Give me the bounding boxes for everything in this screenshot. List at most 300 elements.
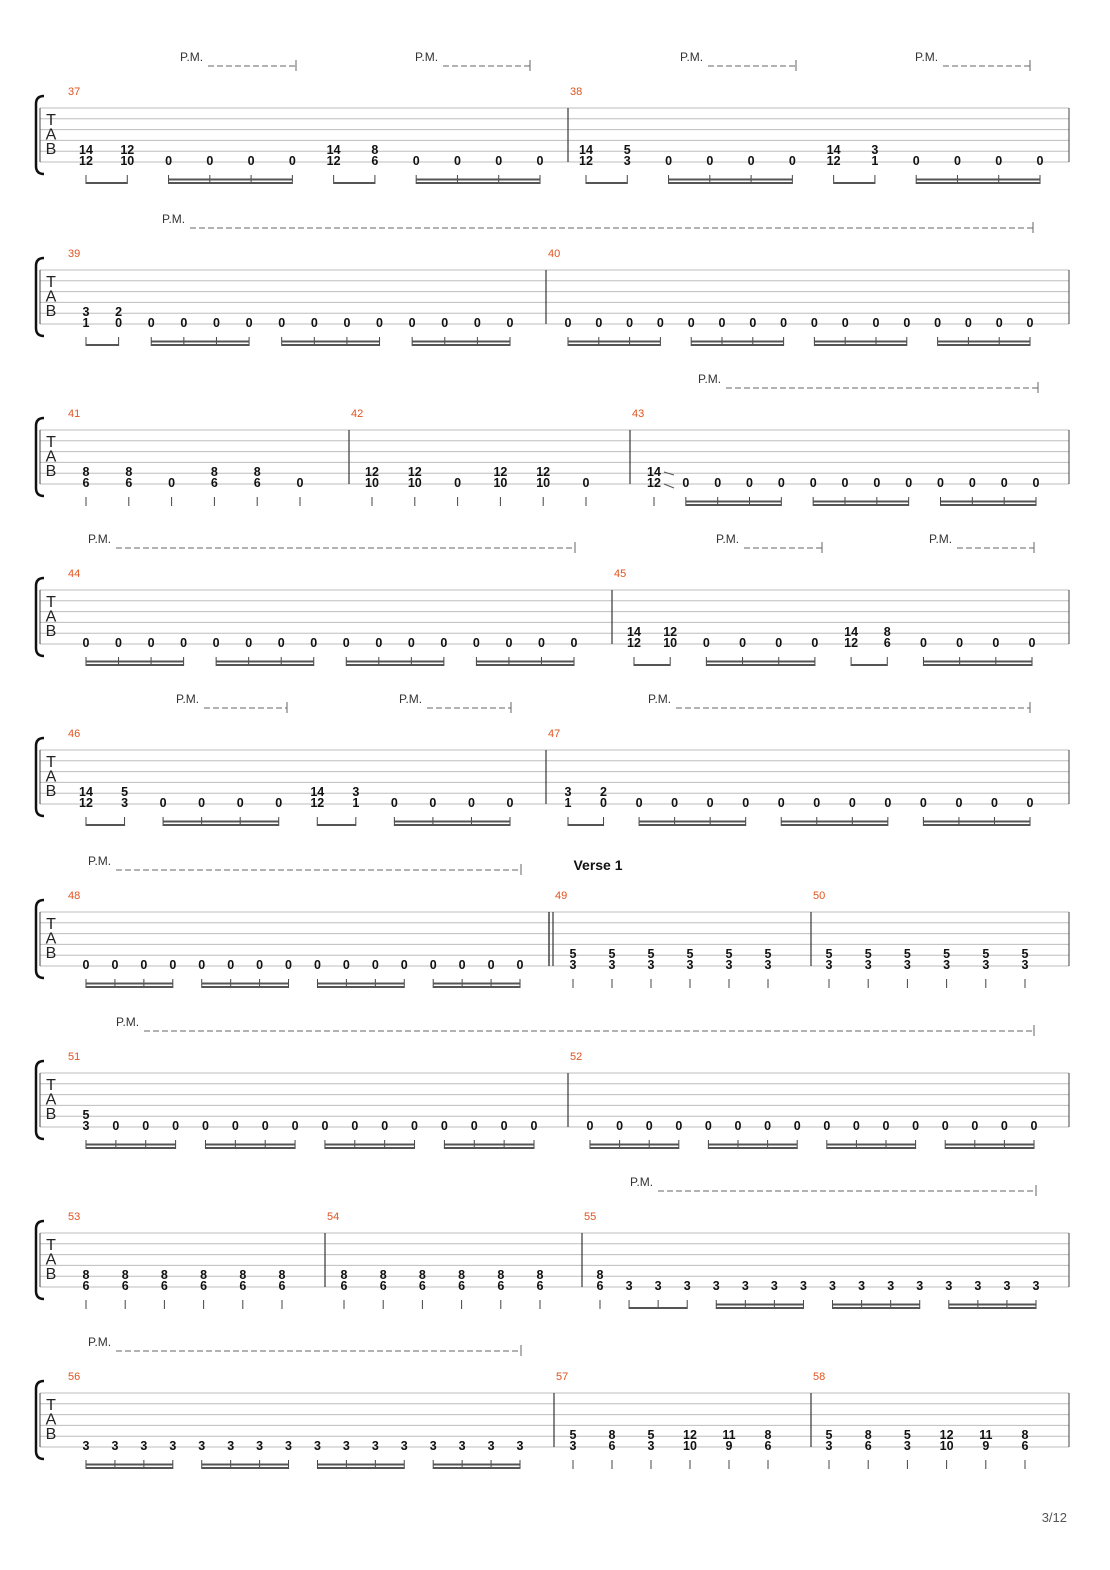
palm-mute-label: P.M. bbox=[929, 532, 953, 546]
fret-number: 9 bbox=[725, 1439, 733, 1453]
note-beam bbox=[205, 1144, 295, 1146]
palm-mute-label: P.M. bbox=[399, 692, 423, 706]
fret-number: 0 bbox=[487, 958, 495, 972]
fret-number: 8 bbox=[82, 1268, 90, 1282]
measure-number: 44 bbox=[68, 568, 81, 580]
fret-number: 3 bbox=[725, 958, 733, 972]
fret-number: 0 bbox=[342, 958, 350, 972]
tab-clef-letter: T bbox=[46, 434, 56, 451]
note-beam bbox=[949, 1304, 1036, 1306]
fret-number: 12 bbox=[536, 465, 551, 479]
tab-clef-letter: T bbox=[46, 1237, 56, 1254]
fret-number: 3 bbox=[770, 1279, 778, 1293]
fret-number: 0 bbox=[142, 1119, 150, 1133]
fret-number: 8 bbox=[278, 1268, 286, 1282]
fret-number: 0 bbox=[912, 154, 920, 168]
fret-number: 3 bbox=[569, 1439, 577, 1453]
fret-number: 0 bbox=[147, 316, 155, 330]
note-beam bbox=[813, 504, 909, 506]
fret-number: 8 bbox=[125, 465, 133, 479]
measure-number: 45 bbox=[614, 568, 627, 580]
measure-number: 58 bbox=[813, 1371, 826, 1383]
tab-system bbox=[36, 1015, 1069, 1149]
palm-mute-label: P.M. bbox=[716, 532, 740, 546]
fret-number: 2 bbox=[600, 785, 608, 799]
tab-clef-letter: T bbox=[46, 1077, 56, 1094]
measure-number: 46 bbox=[68, 728, 81, 740]
fret-number: 3 bbox=[887, 1279, 895, 1293]
fret-number: 0 bbox=[964, 316, 972, 330]
fret-number: 0 bbox=[671, 796, 679, 810]
fret-number: 8 bbox=[253, 465, 261, 479]
note-beam bbox=[433, 983, 520, 985]
tab-clef-letter: T bbox=[46, 112, 56, 129]
note-beam bbox=[706, 661, 815, 663]
fret-number: 10 bbox=[365, 476, 379, 490]
note-beam bbox=[169, 179, 293, 181]
fret-number: 5 bbox=[623, 143, 631, 157]
fret-number: 8 bbox=[536, 1268, 544, 1282]
fret-number: 0 bbox=[500, 1119, 508, 1133]
fret-number: 0 bbox=[212, 316, 220, 330]
fret-number: 0 bbox=[376, 316, 384, 330]
tab-clef-letter: B bbox=[45, 945, 57, 962]
fret-number: 3 bbox=[825, 1439, 833, 1453]
fret-number: 0 bbox=[375, 636, 383, 650]
fret-number: 3 bbox=[974, 1279, 982, 1293]
fret-number: 0 bbox=[841, 476, 849, 490]
note-beam bbox=[394, 821, 510, 823]
fret-number: 5 bbox=[725, 947, 733, 961]
fret-number: 0 bbox=[570, 636, 578, 650]
fret-number: 0 bbox=[296, 476, 304, 490]
fret-number: 8 bbox=[608, 1428, 616, 1442]
fret-number: 5 bbox=[825, 947, 833, 961]
tab-clef-letter: A bbox=[45, 608, 57, 626]
note-beam bbox=[151, 341, 249, 343]
fret-number: 0 bbox=[245, 316, 253, 330]
fret-number: 0 bbox=[440, 1119, 448, 1133]
note-beam bbox=[833, 1304, 920, 1306]
fret-number: 0 bbox=[1036, 154, 1044, 168]
note-beam bbox=[686, 501, 782, 503]
fret-number: 0 bbox=[278, 316, 286, 330]
fret-number: 0 bbox=[206, 154, 214, 168]
fret-number: 0 bbox=[111, 958, 119, 972]
fret-number: 5 bbox=[864, 947, 872, 961]
fret-number: 12 bbox=[683, 1428, 697, 1442]
fret-number: 3 bbox=[903, 1439, 911, 1453]
fret-number: 3 bbox=[825, 958, 833, 972]
fret-number: 0 bbox=[809, 476, 817, 490]
tab-clef-letter: T bbox=[46, 594, 56, 611]
fret-number: 10 bbox=[939, 1439, 954, 1453]
fret-number: 0 bbox=[412, 154, 420, 168]
fret-number: 8 bbox=[883, 625, 891, 639]
fret-number: 0 bbox=[734, 1119, 742, 1133]
fret-number: 0 bbox=[595, 316, 603, 330]
measure-number: 55 bbox=[584, 1211, 597, 1223]
tab-system bbox=[36, 532, 1069, 666]
tab-clef-letter: A bbox=[45, 288, 57, 306]
note-beam bbox=[86, 344, 119, 346]
tab-clef-letter: A bbox=[45, 1251, 57, 1269]
fret-number: 5 bbox=[647, 1428, 655, 1442]
fret-number: 8 bbox=[1021, 1428, 1029, 1442]
fret-number: 0 bbox=[903, 316, 911, 330]
fret-number: 0 bbox=[277, 636, 285, 650]
fret-number: 3 bbox=[227, 1439, 235, 1453]
fret-number: 5 bbox=[608, 947, 616, 961]
fret-number: 0 bbox=[429, 796, 437, 810]
fret-number: 8 bbox=[458, 1268, 466, 1282]
fret-number: 0 bbox=[1000, 476, 1008, 490]
note-beam bbox=[202, 1464, 289, 1466]
fret-number: 0 bbox=[159, 796, 167, 810]
fret-number: 3 bbox=[569, 958, 577, 972]
fret-number: 0 bbox=[600, 796, 608, 810]
tab-clef-letter: A bbox=[45, 1091, 57, 1109]
fret-number: 0 bbox=[285, 958, 293, 972]
fret-number: 1 bbox=[352, 796, 360, 810]
tab-system bbox=[36, 372, 1069, 506]
fret-number: 12 bbox=[365, 465, 379, 479]
fret-number: 6 bbox=[210, 476, 218, 490]
note-beam bbox=[923, 824, 1030, 826]
fret-number: 0 bbox=[351, 1119, 359, 1133]
note-beam bbox=[923, 821, 1030, 823]
fret-number: 0 bbox=[400, 958, 408, 972]
note-beam bbox=[394, 824, 510, 826]
note-beam bbox=[923, 661, 1032, 663]
fret-number: 0 bbox=[180, 636, 188, 650]
palm-mute-label: P.M. bbox=[88, 1335, 112, 1349]
fret-number: 3 bbox=[858, 1279, 866, 1293]
fret-number: 6 bbox=[608, 1439, 616, 1453]
fret-number: 3 bbox=[623, 154, 631, 168]
fret-number: 12 bbox=[826, 154, 841, 168]
note-beam bbox=[834, 182, 875, 184]
note-beam bbox=[86, 983, 173, 985]
fret-number: 9 bbox=[982, 1439, 990, 1453]
fret-number: 3 bbox=[799, 1279, 807, 1293]
fret-number: 8 bbox=[864, 1428, 872, 1442]
fret-number: 0 bbox=[968, 476, 976, 490]
fret-number: 0 bbox=[742, 796, 750, 810]
palm-mute-label: P.M. bbox=[915, 50, 939, 64]
fret-number: 0 bbox=[256, 958, 264, 972]
fret-number: 0 bbox=[775, 636, 783, 650]
fret-number: 12 bbox=[647, 476, 661, 490]
fret-number: 0 bbox=[371, 958, 379, 972]
note-beam bbox=[669, 179, 793, 181]
note-beam bbox=[851, 664, 887, 666]
fret-number: 14 bbox=[79, 143, 93, 157]
fret-number: 3 bbox=[764, 958, 772, 972]
fret-number: 5 bbox=[1021, 947, 1029, 961]
fret-number: 0 bbox=[956, 636, 964, 650]
fret-number: 0 bbox=[884, 796, 892, 810]
fret-number: 0 bbox=[313, 958, 321, 972]
note-beam bbox=[444, 1144, 534, 1146]
fret-number: 5 bbox=[764, 947, 772, 961]
fret-number: 3 bbox=[121, 796, 129, 810]
note-beam bbox=[325, 1147, 415, 1149]
fret-number: 14 bbox=[579, 143, 593, 157]
measure-number: 39 bbox=[68, 248, 81, 260]
fret-number: 0 bbox=[115, 316, 123, 330]
fret-number: 8 bbox=[418, 1268, 426, 1282]
note-beam bbox=[216, 661, 314, 663]
note-beam bbox=[716, 1304, 803, 1306]
fret-number: 12 bbox=[493, 465, 508, 479]
tab-clef-letter: B bbox=[45, 463, 57, 480]
fret-number: 14 bbox=[826, 143, 841, 157]
note-beam bbox=[433, 1464, 520, 1466]
fret-number: 3 bbox=[140, 1439, 148, 1453]
fret-number: 0 bbox=[180, 316, 188, 330]
fret-number: 0 bbox=[429, 958, 437, 972]
tab-clef-letter: B bbox=[45, 1426, 57, 1443]
measure-number: 41 bbox=[68, 408, 81, 420]
fret-number: 0 bbox=[245, 636, 253, 650]
fret-number: 3 bbox=[285, 1439, 293, 1453]
fret-number: 0 bbox=[793, 1119, 801, 1133]
tab-clef-letter: T bbox=[46, 916, 56, 933]
fret-number: 3 bbox=[82, 1439, 90, 1453]
note-beam bbox=[151, 344, 249, 346]
fret-number: 14 bbox=[844, 625, 859, 639]
fret-number: 0 bbox=[473, 316, 481, 330]
fret-number: 12 bbox=[326, 154, 341, 168]
fret-number: 6 bbox=[125, 476, 133, 490]
fret-number: 0 bbox=[275, 796, 283, 810]
fret-number: 0 bbox=[82, 958, 90, 972]
note-beam bbox=[586, 182, 627, 184]
note-beam bbox=[86, 824, 125, 826]
tab-clef-letter: A bbox=[45, 126, 57, 144]
fret-number: 0 bbox=[718, 316, 726, 330]
note-beam bbox=[433, 986, 520, 988]
measure-number: 43 bbox=[632, 408, 645, 420]
fret-number: 3 bbox=[564, 785, 572, 799]
fret-number: 5 bbox=[569, 947, 577, 961]
fret-number: 6 bbox=[596, 1279, 604, 1293]
note-beam bbox=[433, 1467, 520, 1469]
fret-number: 12 bbox=[579, 154, 593, 168]
fret-number: 6 bbox=[160, 1279, 168, 1293]
fret-number: 0 bbox=[872, 316, 880, 330]
fret-number: 0 bbox=[1026, 316, 1034, 330]
note-beam bbox=[317, 983, 404, 985]
fret-number: 3 bbox=[916, 1279, 924, 1293]
fret-number: 14 bbox=[310, 785, 325, 799]
fret-number: 0 bbox=[656, 316, 664, 330]
fret-number: 3 bbox=[871, 143, 879, 157]
note-beam bbox=[568, 344, 660, 346]
note-beam bbox=[781, 824, 888, 826]
fret-number: 0 bbox=[704, 1119, 712, 1133]
fret-number: 0 bbox=[198, 958, 206, 972]
fret-number: 3 bbox=[1032, 1279, 1040, 1293]
note-beam bbox=[334, 182, 375, 184]
note-beam bbox=[412, 344, 510, 346]
fret-number: 0 bbox=[454, 476, 462, 490]
fret-number: 0 bbox=[747, 154, 755, 168]
fret-number: 6 bbox=[458, 1279, 466, 1293]
tab-clef-letter: B bbox=[45, 303, 57, 320]
fret-number: 0 bbox=[823, 1119, 831, 1133]
fret-number: 0 bbox=[247, 154, 255, 168]
note-beam bbox=[691, 344, 783, 346]
note-beam bbox=[86, 1467, 173, 1469]
fret-number: 1 bbox=[564, 796, 572, 810]
fret-number: 0 bbox=[616, 1119, 624, 1133]
note-beam bbox=[691, 341, 783, 343]
fret-number: 0 bbox=[682, 476, 690, 490]
fret-number: 14 bbox=[627, 625, 641, 639]
measure-number: 52 bbox=[570, 1051, 583, 1063]
fret-number: 6 bbox=[82, 476, 90, 490]
fret-number: 3 bbox=[256, 1439, 264, 1453]
fret-number: 0 bbox=[506, 796, 514, 810]
tab-system bbox=[36, 692, 1069, 826]
fret-number: 0 bbox=[777, 796, 785, 810]
tab-system bbox=[36, 1335, 1069, 1469]
note-beam bbox=[86, 664, 184, 666]
fret-number: 14 bbox=[647, 465, 661, 479]
note-beam bbox=[317, 824, 356, 826]
note-beam bbox=[476, 664, 574, 666]
fret-number: 0 bbox=[495, 154, 503, 168]
note-beam bbox=[416, 179, 540, 181]
fret-number: 0 bbox=[112, 1119, 120, 1133]
note-beam bbox=[216, 664, 314, 666]
fret-number: 3 bbox=[903, 958, 911, 972]
fret-number: 10 bbox=[683, 1439, 697, 1453]
fret-number: 0 bbox=[746, 476, 753, 490]
fret-number: 8 bbox=[379, 1268, 387, 1282]
page-number: 3/12 bbox=[1041, 1510, 1067, 1525]
fret-number: 11 bbox=[722, 1428, 736, 1442]
measure-number: 47 bbox=[548, 728, 561, 740]
palm-mute-label: P.M. bbox=[698, 372, 722, 386]
fret-number: 0 bbox=[147, 636, 155, 650]
fret-number: 0 bbox=[687, 316, 695, 330]
fret-number: 0 bbox=[231, 1119, 239, 1133]
fret-number: 0 bbox=[169, 958, 177, 972]
fret-number: 0 bbox=[140, 958, 148, 972]
fret-number: 0 bbox=[472, 636, 480, 650]
fret-number: 3 bbox=[400, 1439, 408, 1453]
palm-mute-label: P.M. bbox=[415, 50, 439, 64]
fret-number: 0 bbox=[261, 1119, 269, 1133]
measure-number: 53 bbox=[68, 1211, 81, 1223]
note-beam bbox=[634, 664, 670, 666]
note-beam bbox=[202, 986, 289, 988]
measure-number: 56 bbox=[68, 1371, 81, 1383]
tab-clef-letter: B bbox=[45, 623, 57, 640]
tab-clef-letter: A bbox=[45, 930, 57, 948]
fret-number: 3 bbox=[945, 1279, 953, 1293]
fret-number: 8 bbox=[371, 143, 379, 157]
fret-number: 0 bbox=[1000, 1119, 1008, 1133]
fret-number: 12 bbox=[939, 1428, 954, 1442]
tab-clef-letter: T bbox=[46, 274, 56, 291]
fret-number: 3 bbox=[82, 305, 90, 319]
fret-number: 6 bbox=[1021, 1439, 1029, 1453]
measure-number: 42 bbox=[351, 408, 364, 420]
fret-number: 6 bbox=[864, 1439, 872, 1453]
note-beam bbox=[568, 824, 604, 826]
note-beam bbox=[945, 1144, 1034, 1146]
fret-number: 0 bbox=[953, 154, 961, 168]
fret-number: 0 bbox=[586, 1119, 594, 1133]
fret-number: 0 bbox=[813, 796, 821, 810]
fret-number: 8 bbox=[340, 1268, 348, 1282]
fret-number: 0 bbox=[995, 316, 1003, 330]
fret-number: 8 bbox=[497, 1268, 505, 1282]
fret-number: 5 bbox=[82, 1108, 90, 1122]
fret-number: 0 bbox=[919, 636, 927, 650]
palm-mute-label: P.M. bbox=[180, 50, 204, 64]
fret-number: 0 bbox=[706, 154, 714, 168]
fret-number: 0 bbox=[645, 1119, 653, 1133]
fret-number: 3 bbox=[982, 958, 990, 972]
note-beam bbox=[476, 661, 574, 663]
fret-number: 0 bbox=[381, 1119, 389, 1133]
fret-number: 0 bbox=[310, 636, 318, 650]
fret-number: 3 bbox=[198, 1439, 206, 1453]
note-beam bbox=[945, 1147, 1034, 1149]
note-beam bbox=[590, 1144, 679, 1146]
fret-number: 0 bbox=[440, 636, 448, 650]
tab-clef-letter: B bbox=[45, 1106, 57, 1123]
fret-number: 3 bbox=[829, 1279, 837, 1293]
fret-number: 0 bbox=[941, 1119, 949, 1133]
tab-clef-letter: B bbox=[45, 1266, 57, 1283]
fret-number: 12 bbox=[310, 796, 325, 810]
fret-number: 3 bbox=[352, 785, 360, 799]
measure-number: 51 bbox=[68, 1051, 81, 1063]
measure-number: 49 bbox=[555, 890, 568, 902]
note-beam bbox=[169, 182, 293, 184]
fret-number: 0 bbox=[764, 1119, 772, 1133]
note-beam bbox=[412, 341, 510, 343]
palm-mute-label: P.M. bbox=[116, 1015, 140, 1029]
fret-number: 1 bbox=[82, 316, 90, 330]
fret-number: 0 bbox=[458, 958, 466, 972]
fret-number: 0 bbox=[467, 796, 475, 810]
palm-mute-label: P.M. bbox=[176, 692, 200, 706]
fret-number: 0 bbox=[937, 476, 944, 490]
fret-number: 0 bbox=[564, 316, 572, 330]
note-beam bbox=[686, 504, 782, 506]
fret-number: 11 bbox=[979, 1428, 993, 1442]
fret-number: 0 bbox=[505, 636, 513, 650]
note-beam bbox=[639, 821, 746, 823]
fret-number: 8 bbox=[160, 1268, 168, 1282]
fret-number: 0 bbox=[168, 476, 176, 490]
fret-number: 5 bbox=[982, 947, 990, 961]
fret-number: 0 bbox=[811, 636, 819, 650]
tab-system bbox=[36, 854, 1069, 988]
note-beam bbox=[86, 1464, 173, 1466]
palm-mute-label: P.M. bbox=[630, 1175, 654, 1189]
note-beam bbox=[639, 824, 746, 826]
fret-number: 0 bbox=[934, 316, 942, 330]
palm-mute-label: P.M. bbox=[162, 212, 186, 226]
